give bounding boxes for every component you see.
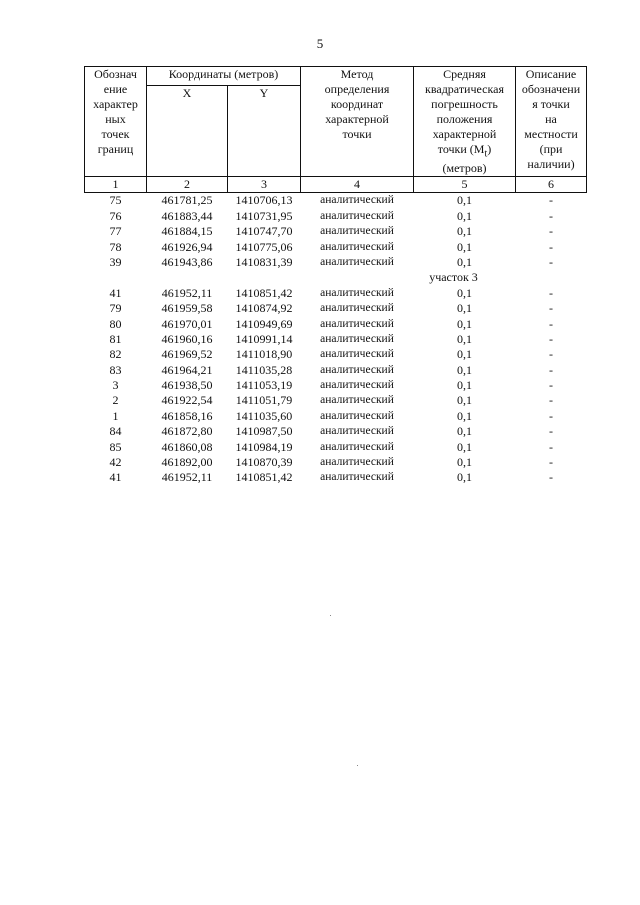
point-id: 3 bbox=[112, 378, 119, 393]
method: аналитический bbox=[320, 317, 394, 330]
x-coordinate: 461926,94 bbox=[161, 239, 213, 254]
error-value: 0,1 bbox=[457, 239, 472, 254]
x-coordinate: 461872,80 bbox=[161, 424, 213, 439]
table-row bbox=[85, 440, 587, 455]
method: аналитический bbox=[320, 363, 394, 376]
method: аналитический bbox=[320, 440, 394, 453]
point-id: 80 bbox=[109, 316, 122, 331]
method: аналитический bbox=[320, 302, 394, 315]
table-row bbox=[85, 393, 587, 408]
description: - bbox=[549, 393, 553, 408]
x-coordinate: 461959,58 bbox=[161, 301, 213, 316]
table-row bbox=[85, 255, 587, 270]
x-coordinate: 461943,86 bbox=[161, 254, 213, 269]
point-id: 41 bbox=[109, 285, 122, 300]
point-id: 81 bbox=[109, 331, 122, 346]
error-value: 0,1 bbox=[457, 316, 472, 331]
method: аналитический bbox=[320, 409, 394, 422]
scan-speck bbox=[357, 765, 358, 766]
point-id: 82 bbox=[109, 347, 122, 362]
point-id: 85 bbox=[109, 439, 122, 454]
error-value: 0,1 bbox=[457, 408, 472, 423]
y-coordinate: 1410831,39 bbox=[235, 254, 293, 269]
y-coordinate: 1410984,19 bbox=[235, 439, 293, 454]
error-value: 0,1 bbox=[457, 331, 472, 346]
y-coordinate: 1410949,69 bbox=[235, 316, 293, 331]
point-id: 83 bbox=[109, 362, 122, 377]
header-x: X bbox=[147, 86, 228, 177]
y-coordinate: 1411035,60 bbox=[235, 408, 293, 423]
table-row bbox=[85, 224, 587, 239]
description: - bbox=[549, 331, 553, 346]
x-coordinate: 461892,00 bbox=[161, 455, 213, 470]
x-coordinate: 461781,25 bbox=[161, 193, 213, 208]
y-coordinate: 1410991,14 bbox=[235, 331, 293, 346]
error-value: 0,1 bbox=[457, 424, 472, 439]
point-id: 42 bbox=[109, 455, 122, 470]
x-coordinate: 461952,11 bbox=[161, 470, 213, 485]
method: аналитический bbox=[320, 379, 394, 392]
table-row bbox=[85, 424, 587, 439]
method: аналитический bbox=[320, 332, 394, 345]
point-id: 2 bbox=[112, 393, 119, 408]
page-number: 5 bbox=[316, 36, 324, 51]
error-value: 0,1 bbox=[457, 254, 472, 269]
x-coordinate: 461960,16 bbox=[161, 331, 213, 346]
x-coordinate: 461964,21 bbox=[161, 362, 213, 377]
table-row bbox=[85, 193, 587, 209]
x-coordinate: 461922,54 bbox=[161, 393, 213, 408]
header-coordinates: Координаты (метров) bbox=[147, 67, 301, 86]
description: - bbox=[549, 455, 553, 470]
header-point-designation: Обознач ение характер ных точек границ bbox=[85, 67, 147, 177]
description: - bbox=[549, 439, 553, 454]
x-coordinate: 461883,44 bbox=[161, 208, 213, 223]
error-value: 0,1 bbox=[457, 301, 472, 316]
table-body bbox=[85, 193, 587, 486]
error-value: 0,1 bbox=[457, 393, 472, 408]
y-coordinate: 1410851,42 bbox=[235, 285, 293, 300]
y-coordinate: 1410851,42 bbox=[235, 470, 293, 485]
y-coordinate: 1410870,39 bbox=[235, 455, 293, 470]
description: - bbox=[549, 362, 553, 377]
scan-speck bbox=[330, 615, 331, 616]
method: аналитический bbox=[320, 456, 394, 469]
description: - bbox=[549, 470, 553, 485]
y-coordinate: 1410775,06 bbox=[235, 239, 293, 254]
description: - bbox=[549, 208, 553, 223]
table-row bbox=[85, 347, 587, 362]
method: аналитический bbox=[320, 194, 394, 207]
error-value: 0,1 bbox=[457, 378, 472, 393]
point-id: 76 bbox=[109, 208, 122, 223]
header-y: Y bbox=[228, 86, 301, 177]
description: - bbox=[549, 301, 553, 316]
column-number-row: 1 2 3 4 5 6 bbox=[85, 177, 587, 193]
error-value: 0,1 bbox=[457, 208, 472, 223]
table-row bbox=[85, 409, 587, 424]
method: аналитический bbox=[320, 255, 394, 268]
x-coordinate: 461970,01 bbox=[161, 316, 213, 331]
section-row bbox=[85, 270, 587, 285]
description: - bbox=[549, 224, 553, 239]
table-row bbox=[85, 363, 587, 378]
error-value: 0,1 bbox=[457, 362, 472, 377]
method: аналитический bbox=[320, 240, 394, 253]
y-coordinate: 1410731,95 bbox=[235, 208, 293, 223]
section-label: участок 3 bbox=[429, 270, 478, 285]
table-row bbox=[85, 240, 587, 255]
method: аналитический bbox=[320, 225, 394, 238]
description: - bbox=[549, 316, 553, 331]
x-coordinate: 461938,50 bbox=[161, 378, 213, 393]
description: - bbox=[549, 347, 553, 362]
point-id: 1 bbox=[112, 408, 119, 423]
header-description: Описание обозначени я точки на местности (при наличии) bbox=[516, 67, 587, 177]
method: аналитический bbox=[320, 209, 394, 222]
header-method: Метод определения координат характерной точки bbox=[301, 67, 414, 177]
table-row bbox=[85, 286, 587, 301]
error-value: 0,1 bbox=[457, 455, 472, 470]
description: - bbox=[549, 408, 553, 423]
y-coordinate: 1410747,70 bbox=[235, 224, 293, 239]
error-value: 0,1 bbox=[457, 224, 472, 239]
point-id: 77 bbox=[109, 224, 122, 239]
table-row bbox=[85, 455, 587, 470]
point-id: 41 bbox=[109, 470, 122, 485]
point-id: 79 bbox=[109, 301, 122, 316]
description: - bbox=[549, 254, 553, 269]
table-row bbox=[85, 332, 587, 347]
y-coordinate: 1410706,13 bbox=[235, 193, 293, 208]
y-coordinate: 1411035,28 bbox=[235, 362, 293, 377]
coordinates-table bbox=[84, 66, 587, 486]
y-coordinate: 1411053,19 bbox=[235, 378, 293, 393]
y-coordinate: 1410987,50 bbox=[235, 424, 293, 439]
table-row bbox=[85, 317, 587, 332]
description: - bbox=[549, 285, 553, 300]
table-row bbox=[85, 378, 587, 393]
x-coordinate: 461860,08 bbox=[161, 439, 213, 454]
error-value: 0,1 bbox=[457, 347, 472, 362]
point-id: 84 bbox=[109, 424, 122, 439]
error-value: 0,1 bbox=[457, 439, 472, 454]
y-coordinate: 1411018,90 bbox=[235, 347, 293, 362]
description: - bbox=[549, 424, 553, 439]
table-row bbox=[85, 301, 587, 316]
x-coordinate: 461858,16 bbox=[161, 408, 213, 423]
description: - bbox=[549, 378, 553, 393]
description: - bbox=[549, 239, 553, 254]
y-coordinate: 1410874,92 bbox=[235, 301, 293, 316]
point-id: 39 bbox=[109, 254, 122, 269]
header-mean-square-error: Средняя квадратическая погрешность положения характерной точки $(M_t)$ (метров) bbox=[414, 67, 516, 177]
method: аналитический bbox=[320, 425, 394, 438]
error-value: 0,1 bbox=[457, 285, 472, 300]
method: аналитический bbox=[320, 394, 394, 407]
table-row bbox=[85, 470, 587, 485]
y-coordinate: 1411051,79 bbox=[235, 393, 293, 408]
x-coordinate: 461952,11 bbox=[161, 285, 213, 300]
method: аналитический bbox=[320, 348, 394, 361]
error-value: 0,1 bbox=[457, 193, 472, 208]
description: - bbox=[549, 193, 553, 208]
x-coordinate: 461884,15 bbox=[161, 224, 213, 239]
method: аналитический bbox=[320, 471, 394, 484]
table-row bbox=[85, 209, 587, 224]
point-id: 78 bbox=[109, 239, 122, 254]
point-id: 75 bbox=[109, 193, 122, 208]
x-coordinate: 461969,52 bbox=[161, 347, 213, 362]
error-value: 0,1 bbox=[457, 470, 472, 485]
method: аналитический bbox=[320, 286, 394, 299]
